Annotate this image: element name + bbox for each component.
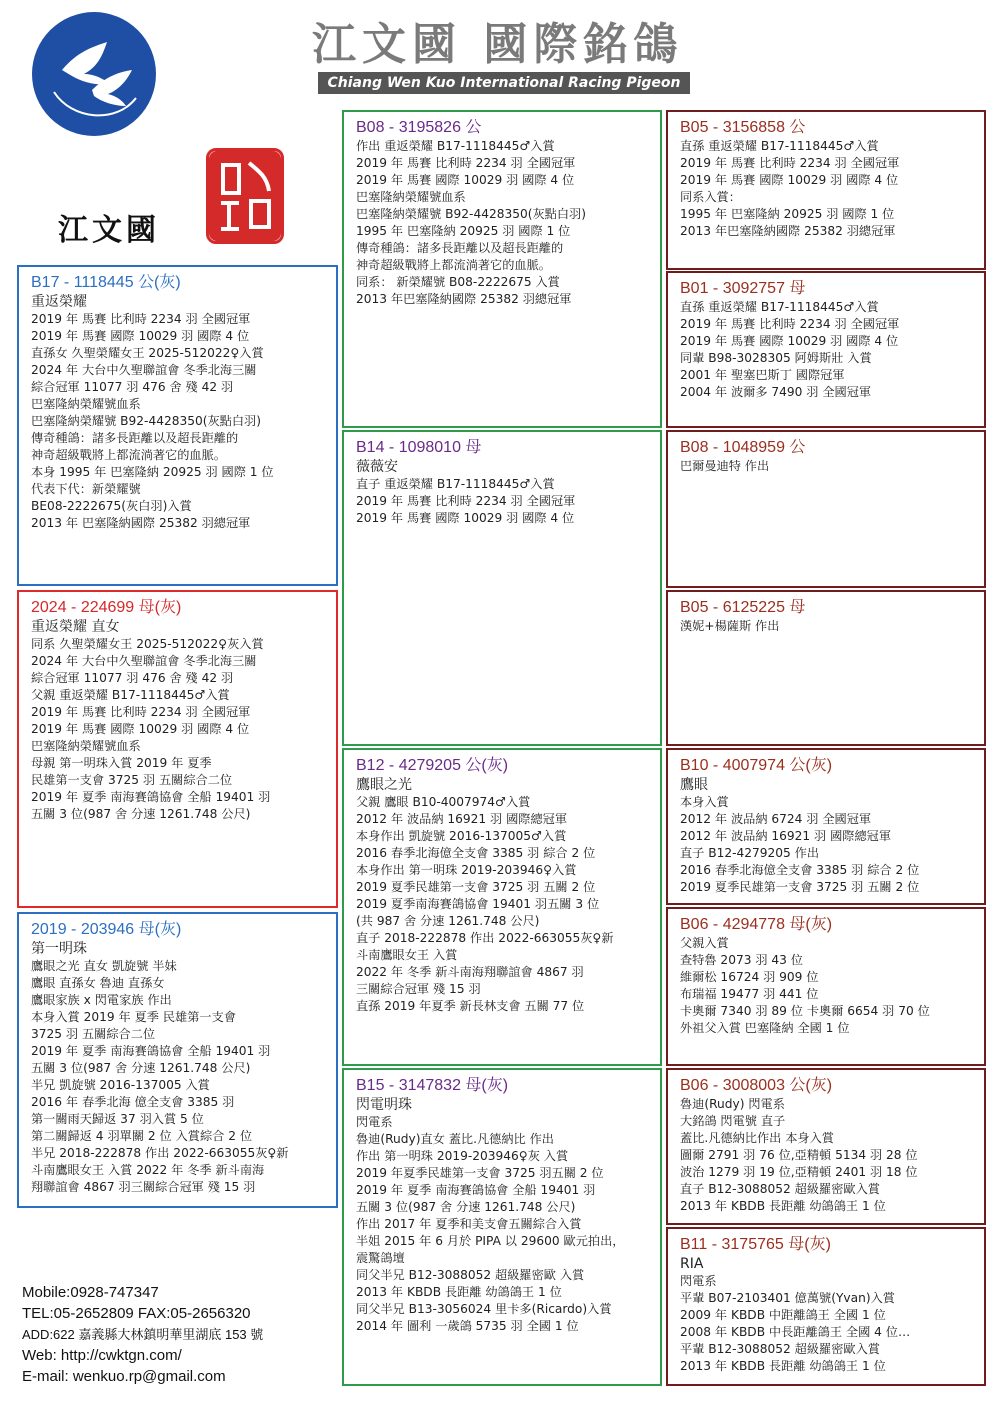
card-line: 父親入賞	[680, 936, 729, 950]
card-line: 第一關雨天歸返 37 羽入賞 5 位	[31, 1112, 204, 1126]
card-line: 母親 第一明珠入賞 2019 年 夏季	[31, 756, 212, 770]
card-line: 同父半兄 B12-3088052 超級羅密歐 入賞	[356, 1268, 585, 1282]
pedigree-card-ggd-2	[666, 590, 986, 746]
card-line: 2012 年 波品納 6724 羽 全國冠軍	[680, 812, 872, 826]
card-line: 民雄第一支會 3725 羽 五關綜合二位	[31, 773, 233, 787]
card-line: 神奇超級戰將上都流淌著它的血脈。	[356, 258, 551, 272]
card-line: 2019 年 馬賽 國際 10029 羽 國際 4 位	[356, 173, 575, 187]
card-line: 巴塞隆納榮耀號血系	[31, 739, 141, 753]
seal-stamp	[206, 148, 284, 244]
card-line: 2004 年 波爾多 7490 羽 全國冠軍	[680, 385, 872, 399]
card-line: 平輩 B12-3088052 超級羅密歐入賞	[680, 1342, 880, 1356]
card-line: 代表下代：新榮耀號	[31, 482, 141, 496]
card-line: 1995 年 巴塞隆納 20925 羽 國際 1 位	[356, 224, 571, 238]
card-ring-number: 2019 - 203946 母(灰)	[31, 921, 182, 938]
card-line: 作出 2017 年 夏季和美支會五關綜合入賞	[356, 1217, 582, 1231]
card-line: 斗南鷹眼女王 入賞	[356, 948, 458, 962]
card-line: 重返榮耀	[31, 294, 87, 310]
card-line: 2019 年 馬賽 國際 10029 羽 國際 4 位	[31, 722, 250, 736]
owner-name: 江文國	[58, 213, 160, 248]
card-line: 2016 春季北海億全支會 3385 羽 綜合 2 位	[680, 863, 920, 877]
pedigree-card-ggd-4	[666, 1227, 986, 1386]
card-line: 2019 年 馬賽 比利時 2234 羽 全國冠軍	[680, 156, 900, 170]
card-line: 2019 年 馬賽 國際 10029 羽 國際 4 位	[680, 173, 899, 187]
card-line: 鷹眼之光	[356, 777, 412, 793]
card-line: 同系 久聖榮耀女王 2025-512022♀灰入賞	[31, 637, 264, 651]
seal-icon	[209, 151, 281, 241]
card-ring-number: B06 - 3008003 公(灰)	[680, 1077, 833, 1094]
card-line: 巴塞隆納榮耀號血系	[31, 397, 141, 411]
pedigree-card-sire	[17, 265, 338, 586]
card-line: 父親 鷹眼 B10-4007974♂入賞	[356, 795, 531, 809]
card-line: 巴爾曼迪特 作出	[680, 459, 770, 473]
pedigree-card-ggs-4	[666, 1068, 986, 1225]
pedigree-card-granddam	[342, 430, 662, 746]
card-line: 本身入賞 2019 年 夏季 民雄第一支會	[31, 1010, 236, 1024]
pedigree-card-ggd-1	[666, 271, 986, 428]
card-ring-number: 2024 - 224699 母(灰)	[31, 599, 182, 616]
card-line: 布瑞福 19477 羽 441 位	[680, 987, 819, 1001]
card-line: 本身作出 第一明珠 2019-203946♀入賞	[356, 863, 577, 877]
contact-info	[22, 1282, 263, 1387]
card-line: 2019 年 馬賽 國際 10029 羽 國際 4 位	[680, 334, 899, 348]
contact-web-link[interactable]: Web: http://cwktgn.com/	[22, 1347, 182, 1364]
card-line: 2024 年 大台中久聖聯誼會 冬季北海三關	[31, 363, 257, 377]
card-line: 直子 B12-3088052 超級羅密歐入賞	[680, 1182, 880, 1196]
card-line: RIA	[680, 1256, 704, 1272]
card-line: 神奇超級戰將上都流淌著它的血脈。	[31, 448, 226, 462]
card-line: 卡奧爾 7340 羽 89 位 卡奧爾 6654 羽 70 位	[680, 1004, 930, 1018]
card-line: 2019 夏季民雄第一支會 3725 羽 五關 2 位	[680, 880, 920, 894]
card-line: 鷹眼 直孫女 魯迪 直孫女	[31, 976, 165, 990]
card-line: 2019 夏季民雄第一支會 3725 羽 五關 2 位	[356, 880, 596, 894]
pedigree-card-dam-sire	[342, 748, 662, 1066]
card-line: 2022 年 冬季 新斗南海翔聯誼會 4867 羽	[356, 965, 584, 979]
card-ring-number: B05 - 3156858 公	[680, 119, 806, 136]
card-ring-number: B08 - 1048959 公	[680, 439, 806, 456]
card-line: 傳奇種鴿：諸多長距離以及超長距離的	[31, 431, 239, 445]
card-line: 直孫女 久聖榮耀女王 2025-512022♀入賞	[31, 346, 264, 360]
pedigree-card-grandsire	[342, 110, 662, 428]
card-line: 閃電系	[356, 1115, 393, 1129]
card-line: 本身作出 凱旋號 2016-137005♂入賞	[356, 829, 567, 843]
card-line: 鷹眼之光 直女 凱旋號 半妹	[31, 959, 177, 973]
card-line: 鷹眼	[680, 777, 708, 793]
card-line: 五關 3 位(987 舍 分速 1261.748 公尺)	[31, 1061, 251, 1075]
card-line: 2019 年 夏季 南海賽鴿協會 全船 19401 羽	[31, 790, 271, 804]
pedigree-card-ggd-3	[666, 907, 986, 1066]
card-line: 作出 重返榮耀 B17-1118445♂入賞	[356, 139, 555, 153]
card-line: 半兄 凱旋號 2016-137005 入賞	[31, 1078, 210, 1092]
card-line: 鷹眼家族 x 閃電家族 作出	[31, 993, 172, 1007]
card-line: 2019 夏季南海賽鴿協會 19401 羽五關 3 位	[356, 897, 600, 911]
card-line: 同輩 B98-3028305 阿姆斯壯 入賞	[680, 351, 872, 365]
pedigree-card-main	[17, 590, 338, 908]
brand-logo	[32, 12, 156, 136]
card-line: 2016 春季北海億全支會 3385 羽 綜合 2 位	[356, 846, 596, 860]
card-line: 綜合冠軍 11077 羽 476 舍 殘 42 羽	[31, 380, 234, 394]
brand-title: 江文國 國際銘鴿	[312, 19, 684, 70]
card-line: 同父半兄 B13-3056024 里卡多(Ricardo)入賞	[356, 1302, 612, 1316]
pedigree-card-dam	[17, 912, 338, 1208]
card-line: 2001 年 聖塞巴斯丁 國際冠軍	[680, 368, 845, 382]
card-ring-number: B11 - 3175765 母(灰)	[680, 1236, 831, 1253]
card-line: 半兄 2018-222878 作出 2022-663055灰♀新	[31, 1146, 289, 1160]
card-line: 同系： 新榮耀號 B08-2222675 入賞	[356, 275, 560, 289]
card-line: 2013 年巴塞隆納國際 25382 羽總冠軍	[356, 292, 572, 306]
card-line: 2013 年 KBDB 長距離 幼鴿鴿王 1 位	[680, 1359, 886, 1373]
card-ring-number: B05 - 6125225 母	[680, 599, 806, 616]
card-line: 2019 年 馬賽 國際 10029 羽 國際 4 位	[31, 329, 250, 343]
card-ring-number: B08 - 3195826 公	[356, 119, 482, 136]
contact-email-link[interactable]: E-mail: wenkuo.rp@gmail.com	[22, 1368, 226, 1385]
card-line: 3725 羽 五關綜合二位	[31, 1027, 156, 1041]
card-ring-number: B15 - 3147832 母(灰)	[356, 1077, 509, 1094]
card-line: 波治 1279 羽 19 位,亞精頓 2401 羽 18 位	[680, 1165, 918, 1179]
card-line: 斗南鷹眼女王 入賞 2022 年 冬季 新斗南海	[31, 1163, 265, 1177]
card-line: 直子 B12-4279205 作出	[680, 846, 820, 860]
card-line: 大銘鴿 閃電號 直子	[680, 1114, 786, 1128]
pedigree-card-ggs-1	[666, 110, 986, 270]
card-line: 外祖父入賞 巴塞隆納 全國 1 位	[680, 1021, 850, 1035]
card-line: 本身 1995 年 巴塞隆納 20925 羽 國際 1 位	[31, 465, 274, 479]
card-line: 震驚鴿壇	[356, 1251, 405, 1265]
card-line: 傳奇種鴿：諸多長距離以及超長距離的	[356, 241, 564, 255]
card-line: 閃電系	[680, 1274, 717, 1288]
card-line: 2019 年 馬賽 比利時 2234 羽 全國冠軍	[356, 156, 576, 170]
card-line: 2019 年 馬賽 比利時 2234 羽 全國冠軍	[31, 312, 251, 326]
card-line: 1995 年 巴塞隆納 20925 羽 國際 1 位	[680, 207, 895, 221]
pedigree-card-ggs-2	[666, 430, 986, 588]
card-line: 半姐 2015 年 6 月於 PIPA 以 29600 歐元拍出，	[356, 1234, 625, 1248]
card-ring-number: B12 - 4279205 公(灰)	[356, 757, 509, 774]
card-line: 2019 年 馬賽 國際 10029 羽 國際 4 位	[356, 511, 575, 525]
card-line: 2016 年 春季北海 億全支會 3385 羽	[31, 1095, 235, 1109]
card-line: 2009 年 KBDB 中距離鴿王 全國 1 位	[680, 1308, 886, 1322]
card-ring-number: B14 - 1098010 母	[356, 439, 482, 456]
card-line: 綜合冠軍 11077 羽 476 舍 殘 42 羽	[31, 671, 234, 685]
card-line: 2019 年 夏季 南海賽鴿協會 全船 19401 羽	[31, 1044, 271, 1058]
card-ring-number: B01 - 3092757 母	[680, 280, 806, 297]
card-line: 五關 3 位(987 舍 分速 1261.748 公尺)	[356, 1200, 576, 1214]
card-line: 2013 年 KBDB 長距離 幼鴿鴿王 1 位	[356, 1285, 562, 1299]
card-line: 本身入賞	[680, 795, 729, 809]
card-line: 直孫 2019 年夏季 新長林支會 五關 77 位	[356, 999, 585, 1013]
card-line: 2024 年 大台中久聖聯誼會 冬季北海三關	[31, 654, 257, 668]
card-line: 第一明珠	[31, 941, 87, 957]
card-line: 2012 年 波品納 16921 羽 國際總冠軍	[356, 812, 568, 826]
card-line: 2019 年 夏季 南海賽鴿協會 全船 19401 羽	[356, 1183, 596, 1197]
card-line: 重返榮耀 直女	[31, 619, 120, 635]
card-line: 蓋比.凡德納比作出 本身入賞	[680, 1131, 834, 1145]
card-line: 2013 年 巴塞隆納國際 25382 羽總冠軍	[31, 516, 251, 530]
card-ring-number: B17 - 1118445 公(灰)	[31, 274, 181, 291]
card-line: 直孫 重返榮耀 B17-1118445♂入賞	[680, 139, 879, 153]
card-line: 平輩 B07-2103401 億萬號(Yvan)入賞	[680, 1291, 895, 1305]
card-line: 五關 3 位(987 舍 分速 1261.748 公尺)	[31, 807, 251, 821]
card-line: 2014 年 圖利 一歲鴿 5735 羽 全國 1 位	[356, 1319, 579, 1333]
card-line: 直孫 重返榮耀 B17-1118445♂入賞	[680, 300, 879, 314]
card-line: 漢妮+楊薩斯 作出	[680, 619, 780, 633]
card-line: 2013 年巴塞隆納國際 25382 羽總冠軍	[680, 224, 896, 238]
card-ring-number: B06 - 4294778 母(灰)	[680, 916, 833, 933]
card-line: (共 987 舍 分速 1261.748 公尺)	[356, 914, 540, 928]
card-line: 父親 重返榮耀 B17-1118445♂入賞	[31, 688, 230, 702]
contact-address: ADD:622 嘉義縣大林鎮明華里湖底 153 號	[22, 1327, 264, 1342]
card-line: 三關綜合冠軍 殘 15 羽	[356, 982, 481, 996]
card-ring-number: B10 - 4007974 公(灰)	[680, 757, 833, 774]
card-line: 2019 年 馬賽 比利時 2234 羽 全國冠軍	[31, 705, 251, 719]
card-line: 2019 年 馬賽 比利時 2234 羽 全國冠軍	[680, 317, 900, 331]
pedigree-card-ggs-3	[666, 748, 986, 905]
card-line: 翔聯誼會 4867 羽三關綜合冠軍 殘 15 羽	[31, 1180, 256, 1194]
contact-mobile: Mobile:0928-747347	[22, 1284, 159, 1301]
card-line: 巴塞隆納榮耀號血系	[356, 190, 466, 204]
card-line: 閃電明珠	[356, 1097, 412, 1113]
card-line: 2008 年 KBDB 中長距離鴿王 全國 4 位…	[680, 1325, 911, 1339]
card-line: 2019 年夏季民雄第一支會 3725 羽五關 2 位	[356, 1166, 604, 1180]
card-line: 查特魯 2073 羽 43 位	[680, 953, 803, 967]
card-line: 第二關歸返 4 羽單關 2 位 入賞綜合 2 位	[31, 1129, 253, 1143]
card-line: 直子 重返榮耀 B17-1118445♂入賞	[356, 477, 555, 491]
brand-subtitle: Chiang Wen Kuo International Racing Pigeon	[318, 72, 690, 94]
card-line: 2013 年 KBDB 長距離 幼鴿鴿王 1 位	[680, 1199, 886, 1213]
card-line: 直子 2018-222878 作出 2022-663055灰♀新	[356, 931, 614, 945]
card-line: 2012 年 波品納 16921 羽 國際總冠軍	[680, 829, 892, 843]
card-line: 作出 第一明珠 2019-203946♀灰 入賞	[356, 1149, 569, 1163]
card-line: 巴塞隆納榮耀號 B92-4428350(灰點白羽)	[31, 414, 261, 428]
pedigree-card-dam-dam	[342, 1068, 662, 1386]
card-line: 同系入賞：	[680, 190, 741, 204]
card-line: 魯迪(Rudy) 閃電系	[680, 1097, 785, 1111]
contact-tel-fax: TEL:05-2652809 FAX:05-2656320	[22, 1305, 251, 1322]
card-line: BE08-2222675(灰白羽)入賞	[31, 499, 192, 513]
card-line: 魯迪(Rudy)直女 蓋比.凡德納比 作出	[356, 1132, 554, 1146]
card-line: 薇薇安	[356, 459, 398, 475]
dove-logo-icon	[32, 12, 156, 136]
card-line: 2019 年 馬賽 比利時 2234 羽 全國冠軍	[356, 494, 576, 508]
card-line: 圖爾 2791 羽 76 位,亞精頓 5134 羽 28 位	[680, 1148, 918, 1162]
card-line: 維爾松 16724 羽 909 位	[680, 970, 819, 984]
card-line: 巴塞隆納榮耀號 B92-4428350(灰點白羽)	[356, 207, 586, 221]
